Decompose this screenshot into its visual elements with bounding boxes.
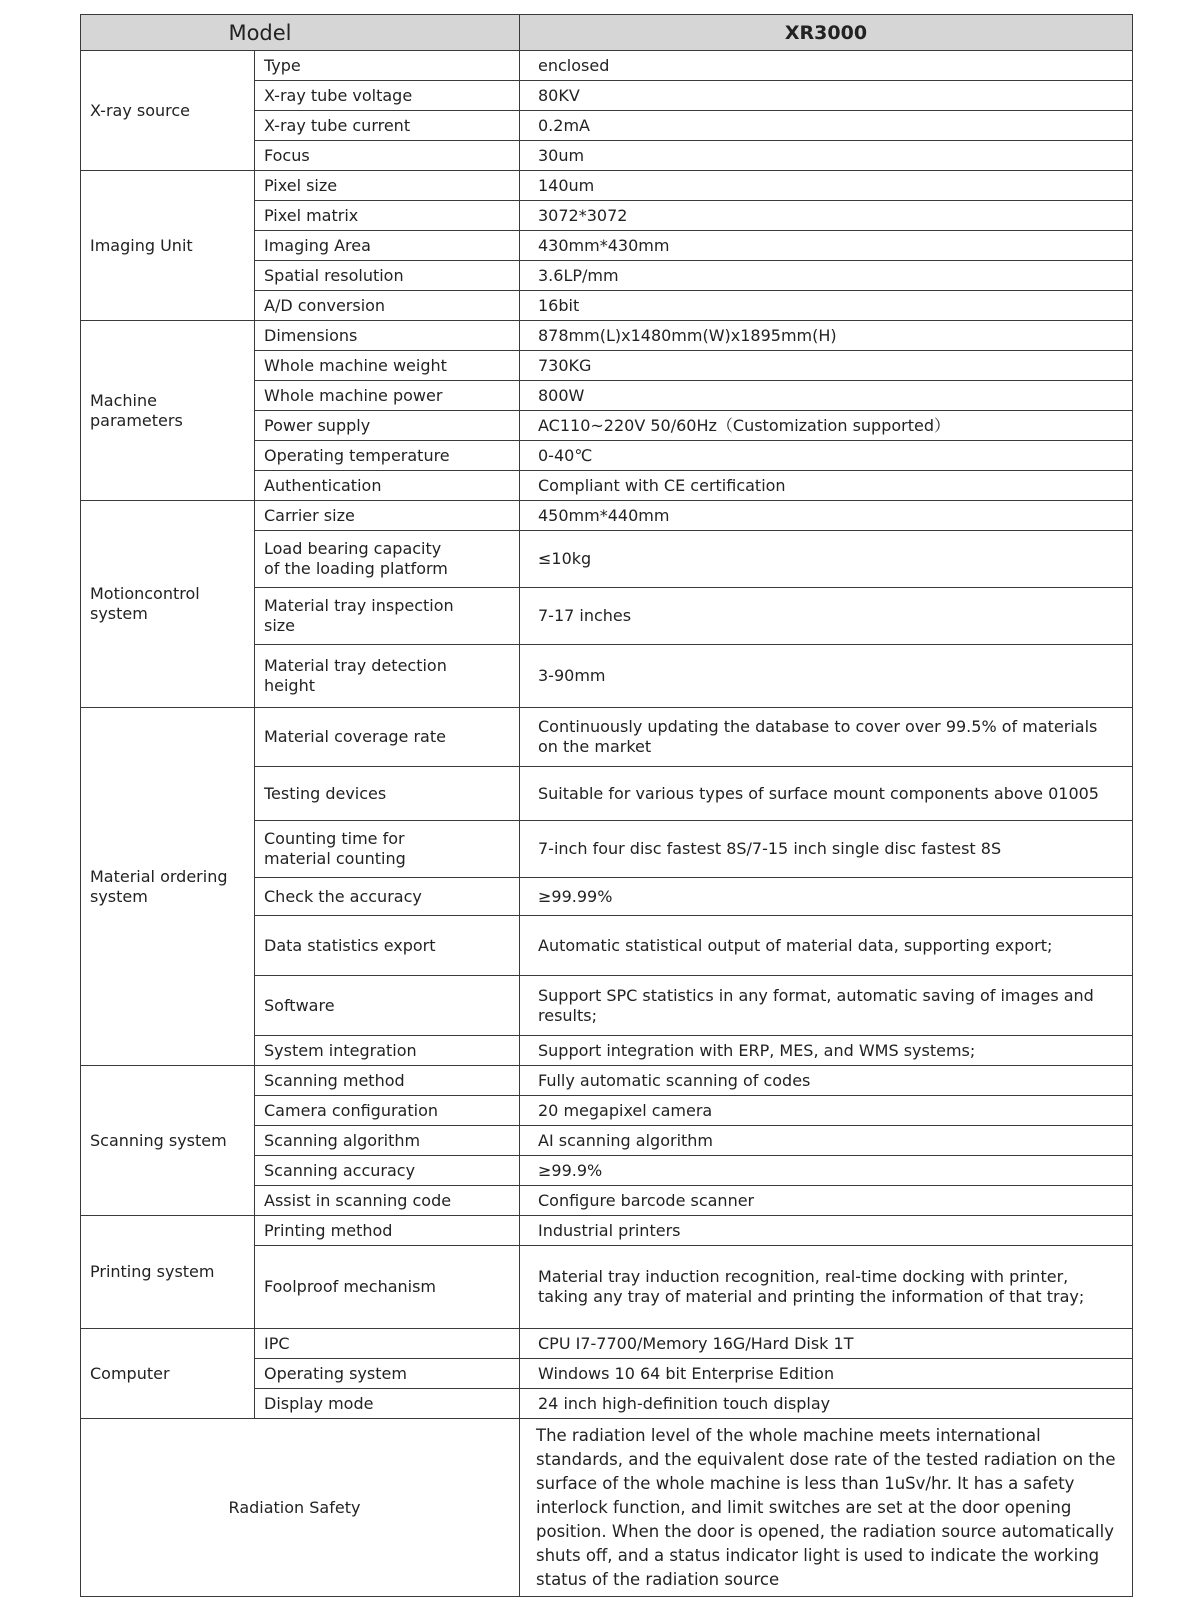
spec-value: Suitable for various types of surface mount components above 01005 (520, 767, 1133, 821)
spec-value: ≥99.9% (520, 1156, 1133, 1186)
radiation-row (81, 1419, 1133, 1597)
spec-label: Testing devices (255, 767, 520, 821)
spec-label: Display mode (255, 1389, 520, 1419)
spec-label: X-ray tube current (255, 111, 520, 141)
spec-label: Counting time for material counting (255, 821, 520, 878)
spec-label: Material coverage rate (255, 708, 520, 767)
spec-label: System integration (255, 1036, 520, 1066)
spec-label: Data statistics export (255, 916, 520, 976)
spec-body (81, 51, 1133, 1597)
model-header-label: Model (81, 15, 520, 51)
spec-value: CPU I7-7700/Memory 16G/Hard Disk 1T (520, 1329, 1133, 1359)
spec-row (81, 1066, 1133, 1096)
spec-value: 7-17 inches (520, 588, 1133, 645)
category-cell: Material ordering system (81, 708, 255, 1066)
spec-value: 16bit (520, 291, 1133, 321)
spec-label: A/D conversion (255, 291, 520, 321)
spec-label: Operating system (255, 1359, 520, 1389)
spec-label: Material tray inspection size (255, 588, 520, 645)
spec-label: Scanning method (255, 1066, 520, 1096)
spec-value: 800W (520, 381, 1133, 411)
spec-label: X-ray tube voltage (255, 81, 520, 111)
spec-value: 3072*3072 (520, 201, 1133, 231)
spec-value: 0-40℃ (520, 441, 1133, 471)
spec-row (81, 321, 1133, 351)
spec-value: AI scanning algorithm (520, 1126, 1133, 1156)
spec-row (81, 708, 1133, 767)
category-cell: Scanning system (81, 1066, 255, 1216)
category-cell: Computer (81, 1329, 255, 1419)
spec-label: Check the accuracy (255, 878, 520, 916)
spec-label: Type (255, 51, 520, 81)
spec-value: 3-90mm (520, 645, 1133, 708)
radiation-description: The radiation level of the whole machine meets international standards, and the equivalent dose rate of the tested radiation on the surface of the whole machine is less than 1uSv/hr. It has a safety interlock function, and limit switches are set at the door opening position. When the door is opened, the radiation source automatically shuts off, and a status indicator light is used to indicate the working status of the radiation source (520, 1419, 1133, 1597)
spec-value: Windows 10 64 bit Enterprise Edition (520, 1359, 1133, 1389)
header-row (81, 15, 1133, 51)
spec-label: Scanning accuracy (255, 1156, 520, 1186)
spec-value: Industrial printers (520, 1216, 1133, 1246)
spec-value: enclosed (520, 51, 1133, 81)
spec-label: Pixel matrix (255, 201, 520, 231)
spec-value: ≥99.99% (520, 878, 1133, 916)
spec-label: Whole machine power (255, 381, 520, 411)
spec-label: Foolproof mechanism (255, 1246, 520, 1329)
spec-label: Operating temperature (255, 441, 520, 471)
spec-label: Scanning algorithm (255, 1126, 520, 1156)
spec-value: 24 inch high-definition touch display (520, 1389, 1133, 1419)
spec-value: 3.6LP/mm (520, 261, 1133, 291)
spec-value: Compliant with CE certification (520, 471, 1133, 501)
spec-label: Dimensions (255, 321, 520, 351)
spec-label: Whole machine weight (255, 351, 520, 381)
spec-value: 140um (520, 171, 1133, 201)
spec-value: Configure barcode scanner (520, 1186, 1133, 1216)
spec-label: Focus (255, 141, 520, 171)
category-cell: Imaging Unit (81, 171, 255, 321)
spec-label: Spatial resolution (255, 261, 520, 291)
spec-value: 430mm*430mm (520, 231, 1133, 261)
spec-label: Assist in scanning code (255, 1186, 520, 1216)
spec-label: Power supply (255, 411, 520, 441)
spec-label: Carrier size (255, 501, 520, 531)
spec-value: 730KG (520, 351, 1133, 381)
spec-label: Printing method (255, 1216, 520, 1246)
spec-row (81, 1329, 1133, 1359)
spec-value: Support SPC statistics in any format, automatic saving of images and results; (520, 976, 1133, 1036)
category-cell: X-ray source (81, 51, 255, 171)
category-cell: Motioncontrol system (81, 501, 255, 708)
spec-row (81, 51, 1133, 81)
spec-table (80, 14, 1133, 1597)
spec-value: AC110~220V 50/60Hz（Customization supported） (520, 411, 1133, 441)
spec-value: Automatic statistical output of material data, supporting export; (520, 916, 1133, 976)
spec-row (81, 1216, 1133, 1246)
spec-value: Continuously updating the database to cover over 99.5% of materials on the market (520, 708, 1133, 767)
spec-value: 20 megapixel camera (520, 1096, 1133, 1126)
model-name: XR3000 (520, 15, 1133, 51)
spec-label: Software (255, 976, 520, 1036)
spec-label: Material tray detection height (255, 645, 520, 708)
spec-value: Material tray induction recognition, real-time docking with printer, taking any tray of material and printing the information of that tray; (520, 1246, 1133, 1329)
spec-value: Fully automatic scanning of codes (520, 1066, 1133, 1096)
spec-label: IPC (255, 1329, 520, 1359)
spec-label: Pixel size (255, 171, 520, 201)
category-cell: Machine parameters (81, 321, 255, 501)
spec-label: Authentication (255, 471, 520, 501)
spec-label: Camera configuration (255, 1096, 520, 1126)
spec-value: 7-inch four disc fastest 8S/7-15 inch single disc fastest 8S (520, 821, 1133, 878)
spec-value: 0.2mA (520, 111, 1133, 141)
spec-value: 878mm(L)x1480mm(W)x1895mm(H) (520, 321, 1133, 351)
spec-value: 80KV (520, 81, 1133, 111)
category-cell: Printing system (81, 1216, 255, 1329)
radiation-category: Radiation Safety (81, 1419, 520, 1597)
spec-row (81, 501, 1133, 531)
spec-row (81, 171, 1133, 201)
spec-label: Load bearing capacity of the loading platform (255, 531, 520, 588)
spec-value: ≤10kg (520, 531, 1133, 588)
spec-value: 450mm*440mm (520, 501, 1133, 531)
spec-label: Imaging Area (255, 231, 520, 261)
spec-value: Support integration with ERP, MES, and WMS systems; (520, 1036, 1133, 1066)
spec-value: 30um (520, 141, 1133, 171)
